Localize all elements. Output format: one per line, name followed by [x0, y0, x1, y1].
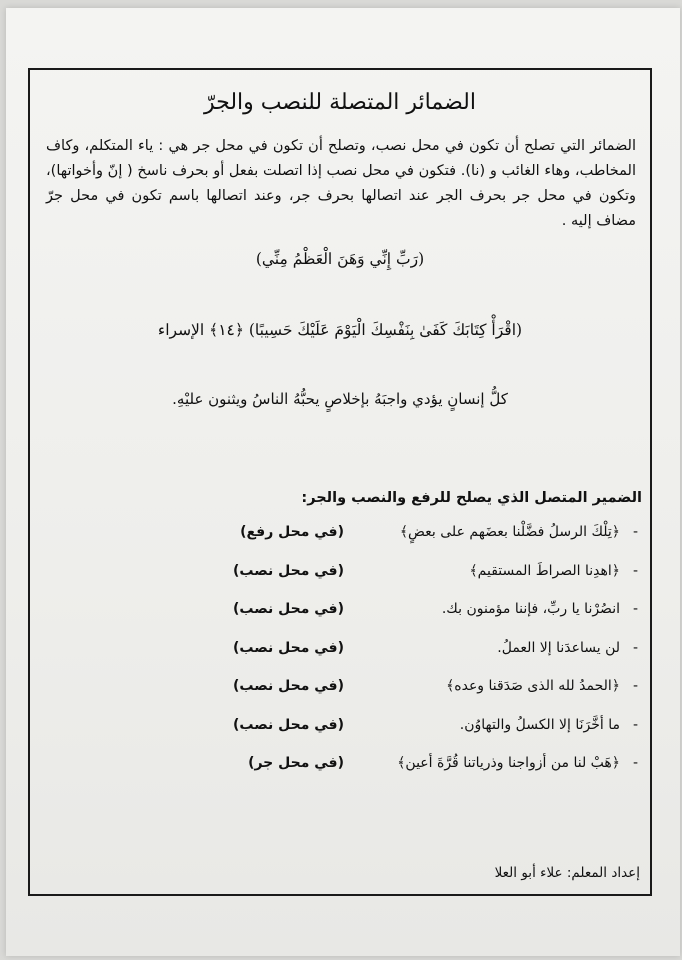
exercise-item — [30, 597, 650, 636]
exercise-sentence: لن يساعدَنا إلا العملُ. — [497, 639, 620, 656]
exercise-sentence: انصُرْنا يا ربِّ، فإننا مؤمنون بك. — [441, 601, 620, 617]
exercise-answer: (في محل نصب) — [232, 601, 344, 617]
worksheet-frame — [28, 68, 652, 896]
exercise-item — [30, 713, 650, 752]
list-dash: - — [632, 562, 638, 579]
exercise-sentence: ﴿تِلْكَ الرسلُ فضَّلْنا بعضَهم على بعضٍ﴾ — [399, 524, 620, 540]
exercise-sentence: ما أخَّرَنَا إلا الكسلُ والتهاوُن. — [459, 716, 620, 733]
exercise-answer: (في محل نصب) — [232, 639, 344, 656]
example-verse-1: (رَبِّ إِنِّي وَهَنَ الْعَظْمُ مِنِّي) — [255, 250, 425, 268]
list-dash: - — [632, 678, 638, 694]
list-dash: - — [632, 716, 638, 733]
exercise-item — [30, 520, 650, 559]
page-title: الضمائر المتصلة للنصب والجرّ — [204, 90, 476, 115]
teacher-credit: إعداد المعلم: علاء أبو العلا — [494, 865, 640, 881]
exercise-item — [30, 674, 650, 713]
exercise-item — [30, 559, 650, 598]
exercise-sentence: ﴿اهدِنا الصراطَ المستقيم﴾ — [469, 562, 620, 579]
list-dash: - — [632, 601, 638, 617]
exercise-answer: (في محل نصب) — [232, 716, 344, 733]
list-dash: - — [632, 755, 638, 771]
exercise-sentence: ﴿هَبْ لنا من أزواجنا وذرياتنا قُرَّةَ أعين﴾ — [397, 755, 620, 771]
exercise-answer: (في محل جر) — [248, 755, 344, 771]
exercise-heading: الضمير المتصل الذي يصلح للرفع والنصب والجر: — [301, 490, 642, 506]
exercise-answer: (في محل نصب) — [232, 678, 344, 694]
exercise-item — [30, 636, 650, 675]
list-dash: - — [632, 524, 638, 540]
exercise-answer: (في محل رفع) — [240, 524, 344, 540]
example-verse-2: (اقْرَأْ كِتَابَكَ كَفَىٰ بِنَفْسِكَ الْيَوْمَ عَلَيْكَ حَسِيبًا) ﴿١٤﴾ الإسراء — [157, 321, 523, 339]
exercise-list — [30, 520, 650, 790]
paper-sheet — [6, 8, 680, 956]
exercise-sentence: ﴿الحمدُ لله الذى صَدَقنا وعده﴾ — [446, 678, 620, 694]
example-sentence-3: كلُّ إنسانٍ يؤدي واجبَهُ بإخلاصٍ يحبُّهُ الناسُ ويثنون عليْهِ. — [172, 390, 508, 408]
list-dash: - — [632, 639, 638, 656]
intro-paragraph: الضمائر التي تصلح أن تكون في محل نصب، وتصلح أن تكون في محل جر هي : ياء المتكلم، وكاف المخاطب، وهاء الغائب و (نا). فتكون في محل نصب إذا اتصلت بفعل أو بحرف ناسخ ( إنّ وأخواتها)، وتكون في محل جر بحرف الجر عند اتصالها بحرف جر، وعند اتصالها باسم تكون في محل جرّ مضاف إليه . — [46, 138, 636, 229]
exercise-answer: (في محل نصب) — [232, 562, 344, 579]
exercise-item — [30, 751, 650, 790]
